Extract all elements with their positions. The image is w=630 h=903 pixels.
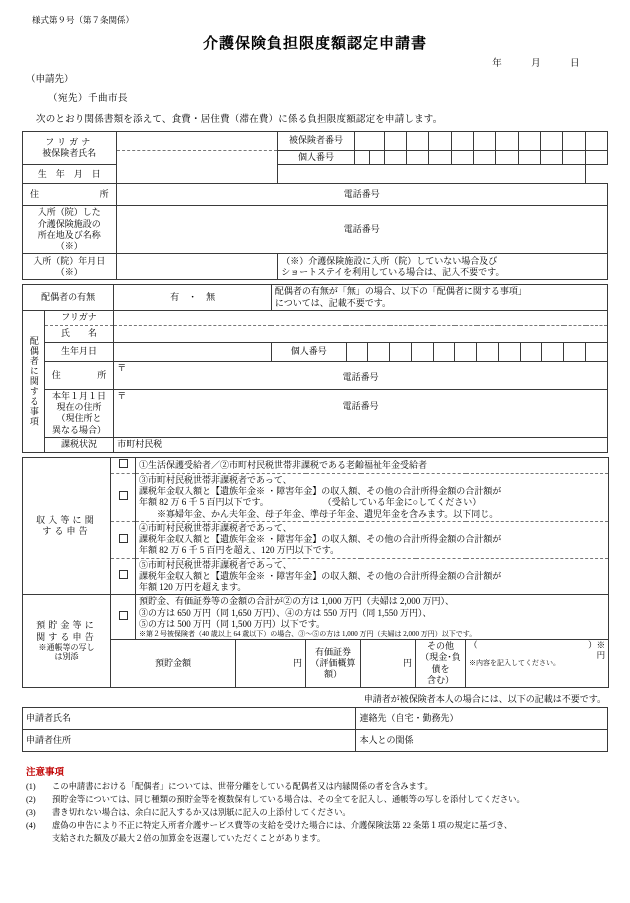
spouse-address-label: 住 所 (44, 361, 114, 389)
lead-text: 次のとおり関係書類を添えて、食費・居住費（滞在費）に係る負担限度額認定を申請します。 (36, 115, 443, 125)
address-label: 住 所 (23, 184, 117, 206)
applicant-address-label: 申請者住所 (26, 734, 72, 745)
spouse-tax-status-label: 課税状況 (44, 437, 114, 452)
insured-number-cell-2[interactable] (384, 132, 406, 151)
note-continuation: 支給された額及び最大２倍の加算金を返還していただくことがあります。 (52, 833, 326, 843)
my-number-cell-8[interactable] (496, 151, 518, 165)
date-year-label: 年 (492, 59, 503, 69)
spouse-tax-status-value[interactable]: 市町村民税 (114, 437, 608, 452)
spouse-birth-input[interactable] (114, 342, 272, 361)
facility-phone-label: 電話番号 (343, 224, 380, 235)
my-number-cell-3[interactable] (384, 151, 406, 165)
spouse-my-number-label: 個人番号 (271, 342, 346, 361)
applicant-name-label: 申請者氏名 (26, 712, 72, 723)
income-item-3-line-3: 年額 82 万 6 千 5 百円以下です。 （受給している年金に○してください） (139, 497, 482, 508)
spouse-my-number-cell-1[interactable] (346, 342, 368, 361)
savings-label-line4: は別添 (54, 652, 79, 662)
jan1-postal-mark: 〒 (117, 390, 127, 401)
securities-label (306, 640, 361, 688)
checkbox-icon[interactable] (119, 534, 128, 543)
note-text: 書き切れない場合は、余白に記入するか又は別紙に記入の上添付してください。 (52, 807, 351, 817)
table-row-savings-amounts (23, 640, 609, 688)
spouse-name-input[interactable] (114, 325, 608, 342)
other-label (416, 640, 466, 688)
insured-number-cell-1[interactable] (354, 132, 384, 151)
note-text: 預貯金等については、同じ種類の預貯金等を複数保有している場合は、その全てを記入し、通帳等の写しを添付してください。 (52, 794, 525, 804)
table-row-income-item-4 (23, 521, 609, 558)
date-day-label: 日 (569, 59, 580, 69)
other-amount-input[interactable] (466, 640, 609, 688)
income-item-5-line-3: 年額 120 万円を超えます。 (139, 582, 247, 592)
note-text: 虚偽の申告により不正に特定入所者介護サービス費等の支給を受けた場合には、介護保険法第 22 条第１項の規定に基づき、 (52, 820, 513, 830)
table-row-spouse-address (23, 361, 608, 389)
spouse-side-label-text: 配偶者に関する事項 (28, 335, 39, 427)
table-row-income-item-5 (23, 558, 609, 595)
income-item-3-line-2: 課税年金収入額と【遺族年金※ ・障害年金】の収入額、その他の合計所得金額の合計額が (139, 486, 502, 496)
income-item-4-text (136, 521, 609, 558)
notes-heading: 注意事項 (26, 768, 65, 779)
application-to-label: （申請先） (26, 75, 74, 85)
other-label-line2: （現金･負債を (420, 652, 461, 674)
my-number-cell-2[interactable] (369, 151, 384, 165)
spouse-furigana-input[interactable] (114, 310, 608, 325)
income-item-3-line-1: ③市町村民税世帯非課税者であって、 (139, 474, 292, 485)
spouse-table (22, 284, 608, 453)
has-spouse-options[interactable]: 有 ・ 無 (114, 285, 272, 311)
spouse-jan1-address-label (44, 389, 114, 437)
deposit-label: 預貯金額 (111, 640, 236, 688)
income-section-label (23, 457, 111, 595)
furigana-label: フリガナ (45, 136, 94, 147)
jan1-label-line2: 現在の住所 (56, 402, 102, 412)
applicant-contact-cell[interactable] (356, 708, 608, 730)
facility-phone-cell[interactable] (116, 206, 607, 254)
spouse-jan1-phone-label: 電話番号 (342, 401, 379, 411)
my-number-label: 個人番号 (278, 151, 355, 165)
my-number-cell-10[interactable] (540, 151, 562, 165)
checkbox-icon[interactable] (119, 491, 128, 500)
checkbox-icon[interactable] (119, 611, 128, 620)
insured-number-cell-10[interactable] (563, 132, 585, 151)
income-item-4-line-2: 課税年金収入額と【遺族年金※ ・障害年金】の収入額、その他の合計所得金額の合計額が (139, 534, 502, 544)
other-unit: 円 (596, 649, 606, 660)
phone-label: 電話番号 (343, 189, 380, 200)
income-item-3-text (136, 473, 609, 521)
facility-label-line3: 所在地及び名称 (37, 229, 101, 240)
income-item-3-line-4: ※寡婦年金、かん夫年金、母子年金、準母子年金、遺児年金を含みます。以下同じ。 (139, 508, 499, 519)
spouse-section-side-label (23, 310, 45, 452)
postal-mark: 〒 (117, 362, 127, 373)
spouse-birth-label: 生年月日 (44, 342, 114, 361)
savings-checkbox-cell[interactable] (111, 595, 136, 640)
jan1-label-line4: 異なる場合） (52, 424, 107, 435)
facility-label-line4: （※） (55, 241, 83, 251)
table-row-spouse-jan1-address (23, 389, 608, 437)
applicant-notice: 申請者が被保険者本人の場合には、以下の記載は不要です。 (363, 694, 606, 705)
applicant-contact-label: 連絡先（自宅・勤務先） (359, 712, 459, 723)
insured-number-cell-7[interactable] (496, 132, 518, 151)
table-row-income-item-3 (23, 473, 609, 521)
my-number-cell-12[interactable] (585, 151, 607, 165)
deposit-amount-input[interactable] (236, 640, 306, 688)
spouse-my-number-cell-2[interactable] (368, 342, 390, 361)
savings-declaration-note: ※第２号被保険者（40 歳以上 64 歳以下）の場合、③～⑤の方は 1,000 万円（夫婦は 2,000 万円）以下です。 (139, 630, 477, 638)
spouse-my-number-cell-8[interactable] (498, 342, 520, 361)
income-savings-table (22, 457, 609, 688)
spouse-my-number-cell-3[interactable] (390, 342, 412, 361)
insured-number-cell-4[interactable] (429, 132, 451, 151)
note-number: (3) (26, 807, 36, 817)
spouse-jan1-address-input[interactable] (114, 389, 608, 437)
list-item (22, 820, 608, 832)
insured-name-label: 被保険者氏名 (42, 148, 97, 159)
applicant-table (22, 707, 608, 752)
list-item (22, 794, 608, 806)
note-number: (1) (26, 782, 36, 792)
income-item-1-line-1: ①生活保護受給者／②市町村民税世帯非課税である老齢福祉年金受給者 (139, 459, 428, 470)
my-number-cell-4[interactable] (406, 151, 428, 165)
spouse-address-input[interactable] (114, 361, 608, 389)
spouse-phone-label: 電話番号 (342, 372, 379, 382)
my-number-cell-6[interactable] (451, 151, 473, 165)
addressee: （宛先）千曲市長 (48, 94, 129, 104)
birthdate-input[interactable] (278, 165, 585, 184)
applicant-relation-cell[interactable] (356, 730, 608, 752)
income-label-line1: 収入等に関 (36, 514, 97, 525)
has-spouse-label: 配偶者の有無 (23, 285, 114, 311)
facility-label-line2: 介護保険施設の (37, 218, 101, 229)
income-item-4-line-3: 年額 82 万 6 千 5 百円を超え、120 万円以下です。 (139, 545, 340, 556)
securities-label-line2: （評価概算額） (310, 657, 356, 680)
income-checkbox-3-cell[interactable] (111, 473, 136, 521)
address-phone-cell[interactable] (116, 184, 607, 206)
form-code: 様式第９号（第７条関係） (32, 15, 135, 25)
savings-label-line1: 預貯金等に (36, 620, 97, 631)
income-label-line2: する申告 (42, 526, 91, 536)
admission-date-input[interactable] (116, 254, 278, 280)
has-spouse-note-line1: 配偶者の有無が「無」の場合、以下の「配偶者に関する事項」 (274, 286, 527, 297)
deposit-unit: 円 (292, 657, 302, 668)
jan1-label-line1: 本年１月１日 (52, 390, 107, 401)
other-label-line3: 含む） (426, 674, 454, 685)
applicant-name-cell[interactable] (23, 708, 356, 730)
table-row-furigana (23, 132, 608, 151)
spouse-my-number-cell-5[interactable] (433, 342, 455, 361)
insured-number-cell-5[interactable] (451, 132, 473, 151)
insured-number-cell-11[interactable] (585, 132, 607, 151)
notes-list (22, 781, 608, 832)
income-checkbox-5-cell[interactable] (111, 558, 136, 595)
insured-number-cell-3[interactable] (406, 132, 428, 151)
income-item-4-line-1: ④市町村民税世帯非課税者であって、 (139, 522, 292, 533)
spouse-my-number-cell-6[interactable] (455, 342, 477, 361)
table-row-spouse-birth (23, 342, 608, 361)
income-item-5-text (136, 558, 609, 595)
table-row-admission-date (23, 254, 608, 280)
table-row-birthdate (23, 165, 608, 184)
insured-number-label: 被保険者番号 (278, 132, 355, 151)
savings-declaration-text (136, 595, 609, 640)
admission-note-line1: （※）介護保険施設に入所（院）していない場合及び (281, 255, 498, 266)
table-row-income-item-1 (23, 457, 609, 473)
table-row-has-spouse (23, 285, 608, 311)
savings-label-line2: 関する申告 (36, 631, 97, 642)
list-item (22, 781, 608, 793)
admission-date-note (278, 254, 608, 280)
spouse-my-number-cell-9[interactable] (520, 342, 542, 361)
has-spouse-note (271, 285, 607, 311)
other-label-line1: その他 (426, 641, 454, 652)
insured-furigana-input[interactable] (116, 132, 278, 151)
income-checkbox-1-cell[interactable] (111, 457, 136, 473)
spouse-my-number-cell-7[interactable] (477, 342, 499, 361)
income-item-5-line-1: ⑤市町村民税世帯非課税者であって、 (139, 559, 292, 570)
savings-section-label (23, 595, 111, 688)
securities-amount-input[interactable] (361, 640, 416, 688)
table-row-spouse-name (23, 325, 608, 342)
securities-unit: 円 (402, 657, 412, 668)
table-row-applicant-address (23, 730, 608, 752)
savings-declaration-line-1: 預貯金、有価証券等の金額の合計が②の方は 1,000 万円（夫婦は 2,000 万円）、 (139, 596, 455, 607)
insured-name-label-cell (23, 132, 117, 165)
spouse-furigana-label: フリガナ (44, 310, 114, 325)
admission-note-line2: ショートステイを利用している場合は、記入不要です。 (281, 266, 505, 277)
note-number: (2) (26, 794, 36, 804)
spouse-my-number-cell-4[interactable] (411, 342, 433, 361)
date-line (22, 55, 580, 69)
date-month-label: 月 (531, 59, 542, 69)
table-row-spouse-tax-status (23, 437, 608, 452)
note-text: この申請書における「配偶者」については、世帯分離をしている配偶者又は内縁関係の者を含みます。 (52, 782, 433, 792)
my-number-cell-7[interactable] (473, 151, 495, 165)
income-checkbox-4-cell[interactable] (111, 521, 136, 558)
other-note: ※内容を記入してください。 (469, 659, 560, 668)
list-item (22, 807, 608, 819)
admission-date-label-line1: 入所（院）年月日 (33, 255, 106, 266)
note-number: (4) (26, 820, 36, 830)
checkbox-icon[interactable] (119, 570, 128, 579)
securities-label-line1: 有価証券 (314, 646, 351, 657)
jan1-label-line3: （現住所と (56, 413, 102, 424)
income-item-5-line-2: 課税年金収入額と【遺族年金※ ・障害年金】の収入額、その他の合計所得金額の合計額が (139, 570, 502, 581)
applicant-address-cell[interactable] (23, 730, 356, 752)
insured-number-cell-8[interactable] (518, 132, 540, 151)
my-number-cell-9[interactable] (518, 151, 540, 165)
spouse-my-number-cell-12[interactable] (586, 342, 608, 361)
admission-date-label-line2: （※） (55, 266, 83, 277)
my-number-cell-1[interactable] (354, 151, 369, 165)
applicant-relation-label: 本人との関係 (359, 734, 414, 745)
table-row-applicant-name (23, 708, 608, 730)
table-row-savings-declaration (23, 595, 609, 640)
table-row-address (23, 184, 608, 206)
table-row-spouse-furigana (23, 310, 608, 325)
birthdate-label: 生 年 月 日 (23, 165, 117, 184)
my-number-cell-5[interactable] (429, 151, 451, 165)
savings-declaration-line-2: ③の方は 650 万円（同 1,650 万円）、④の方は 550 万円（同 1,550 万円）、 (139, 607, 432, 618)
facility-label (23, 206, 117, 254)
spouse-name-label: 氏 名 (44, 325, 114, 342)
spouse-my-number-cell-11[interactable] (564, 342, 586, 361)
my-number-cell-11[interactable] (563, 151, 585, 165)
savings-label-line3: ※通帳等の写し (38, 642, 95, 652)
table-row-facility (23, 206, 608, 254)
insured-number-cell-9[interactable] (540, 132, 562, 151)
income-item-1-text (136, 457, 609, 473)
savings-declaration-line-3: ⑤の方は 500 万円（同 1,500 万円）以下です。 (139, 618, 326, 629)
insured-number-cell-6[interactable] (473, 132, 495, 151)
other-paren-open: （ (469, 640, 478, 651)
spouse-my-number-cell-10[interactable] (542, 342, 564, 361)
other-paren-close: ）※ (588, 640, 606, 651)
page-title: 介護保険負担限度額認定申請書 (202, 36, 427, 52)
insured-person-table (22, 131, 608, 280)
checkbox-icon[interactable] (119, 459, 128, 468)
admission-date-label (23, 254, 117, 280)
facility-label-line1: 入所（院）した (37, 207, 101, 218)
insured-name-input[interactable] (116, 151, 278, 184)
has-spouse-note-line2: については、記載不要です。 (274, 297, 392, 308)
